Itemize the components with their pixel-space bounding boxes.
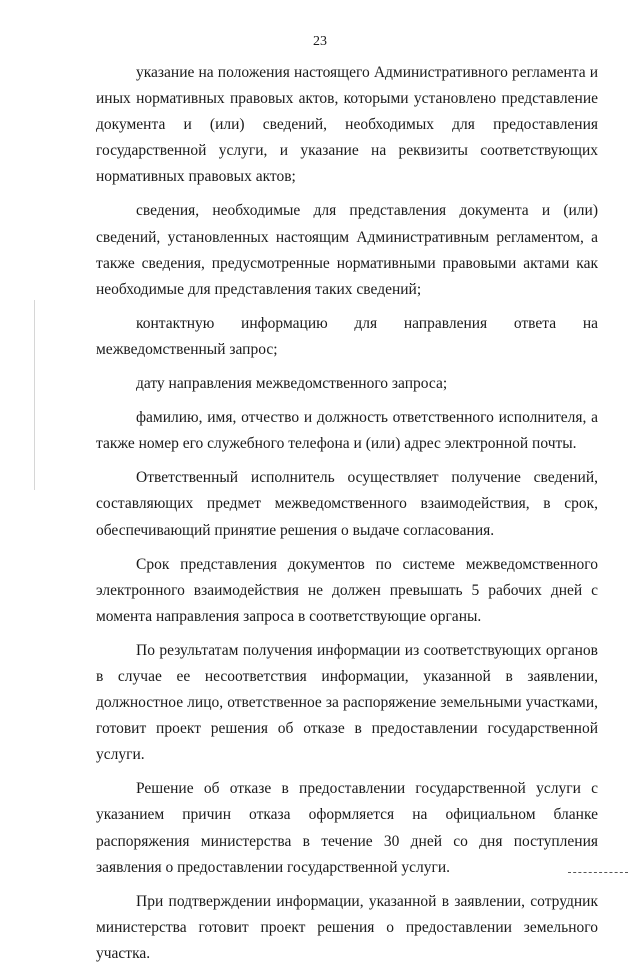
paragraph-responsible-executor-duties: Ответственный исполнитель осуществляет получение сведений, составляющих предмет межведомственного взаимодействия, в срок, обеспечивающий принятие решения о выдаче согласования.: [96, 469, 598, 539]
paragraph-refusal-decision: Решение об отказе в предоставлении государственной услуги с указанием причин отказа оформляется на официальном бланке распоряжения министерства в течение 30 дней со дня поступления заявления о предоставлении государственной услуги.: [96, 780, 598, 876]
page-number: 23: [313, 34, 327, 49]
paragraph-responsible-executor-details: фамилию, имя, отчество и должность ответственного исполнителя, а также номер его служебного телефона и (или) адрес электронной почты.: [96, 409, 598, 453]
paragraph-required-information: сведения, необходимые для представления документа и (или) сведений, установленных настоящим Административным регламентом, а также сведения, предусмотренные нормативными правовыми актами как необходимые для представления таких сведений;: [96, 202, 598, 298]
scan-margin-mark: [34, 300, 35, 490]
footer-rule: [568, 872, 628, 874]
paragraph-contact-information: контактную информацию для направления ответа на межведомственный запрос;: [96, 314, 598, 358]
paragraph-reference-to-regulations: указание на положения настоящего Административного регламента и иных нормативных правовых актов, которыми установлено представление документа и (или) сведений, необходимых для предоставления государственной услуги, и указание на реквизиты соответствующих нормативных правовых актов;: [96, 64, 598, 186]
document-body: [96, 60, 598, 975]
paragraph-request-date: дату направления межведомственного запроса;: [136, 375, 448, 393]
paragraph-document-deadline: Срок представления документов по системе межведомственного электронного взаимодействия не должен превышать 5 рабочих дней с момента направления запроса в соответствующие органы.: [96, 555, 598, 625]
paragraph-refusal-draft: По результатам получения информации из соответствующих органов в случае ее несоответствия информации, указанной в заявлении, должностное лицо, ответственное за распоряжение земельными участками, готовит проект решения об отказе в предоставлении государственной услуги.: [96, 641, 598, 764]
paragraph-approval-draft: При подтверждении информации, указанной в заявлении, сотрудник министерства готовит проект решения о предоставлении земельного участка.: [96, 892, 598, 962]
